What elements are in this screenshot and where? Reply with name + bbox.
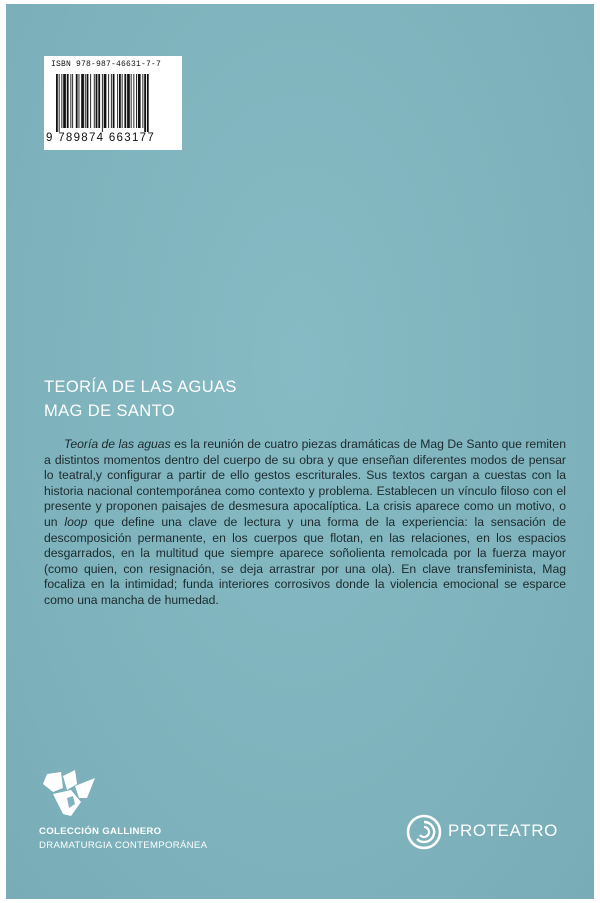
barcode-bar (90, 74, 91, 128)
book-author: MAG DE SANTO (44, 402, 176, 420)
publisher-name: PROTEATRO (448, 821, 558, 840)
barcode-bar (61, 74, 62, 128)
barcode-bar (131, 74, 132, 128)
barcode-bar (102, 74, 103, 132)
barcode-bar (147, 74, 149, 132)
barcode-bar (124, 74, 126, 128)
barcode-bar (76, 74, 78, 128)
barcode-bar (108, 74, 109, 128)
barcode-bar (111, 74, 112, 128)
barcode-digits: 9 789874 663177 (46, 132, 156, 144)
barcode-bar (85, 74, 86, 128)
barcode-bar (94, 74, 95, 128)
blurb-text-part1: es la reunión de cuatro piezas dramáticas de Mag De Santo que remiten a distintos momentos dentro del cuerpo de su obra y que enseñan diferentes modos de pensar lo teatral,y configurar a partir de ello gestos escriturales. Sus textos cargan a cuestas con la historia nacional contemporánea como contexto y problema. Establecen un vínculo filoso con el presente y proponen paisajes de desmesura apocalíptica. La crisis aparece como un motivo, o un (44, 437, 566, 529)
barcode-bar (104, 74, 107, 128)
blurb-text-part2: que define una clave de lectura y una forma de la experiencia: la sensación de descomposición permanente, en los cuerpos que flotan, en las relaciones, en los espacios desgarrados, en la multitud que siempre aparece soñolienta remolcada por la fuerza mayor (como quien, con resignación, se deja arrastrar por una ola). En clave transfeminista, Mag focaliza en la intimidad; funda interiores corrosivos donde la violencia emocional se esparce como una mancha de humedad. (44, 514, 566, 607)
barcode-bar (119, 74, 121, 128)
isbn-label: ISBN 978-987-46631-7-7 (51, 60, 162, 69)
book-title: TEORÍA DE LAS AGUAS (44, 378, 237, 396)
barcode-bar (70, 74, 71, 128)
barcode-bar (96, 74, 98, 128)
back-cover (6, 4, 594, 899)
barcode-bar (127, 74, 130, 128)
blurb-title-italic: Teoría de las aguas (64, 437, 171, 451)
barcode-bar (138, 74, 141, 128)
barcode-bar (59, 74, 60, 132)
barcode-bar (122, 74, 123, 128)
blurb-loop-italic: loop (64, 514, 88, 529)
barcode-bar (117, 74, 118, 128)
barcode-bar (63, 74, 66, 128)
barcode-bar (79, 74, 80, 128)
barcode-bar (136, 74, 137, 128)
collection-name: COLECCIÓN GALLINERO (39, 826, 162, 837)
barcode-bar (72, 74, 73, 128)
gallinero-logo-icon (41, 768, 97, 818)
collection-subtitle: DRAMATURGIA CONTEMPORÁNEA (39, 840, 208, 851)
proteatro-logo-icon (405, 813, 443, 851)
blurb-paragraph (44, 437, 566, 609)
barcode-bar (98, 74, 100, 128)
barcode-bar (81, 74, 84, 128)
isbn-barcode (44, 56, 182, 150)
barcode-bar (67, 74, 69, 128)
barcode-bar (144, 74, 146, 132)
barcode-bar (133, 74, 134, 128)
barcode-bar (142, 74, 143, 128)
barcode-bar (87, 74, 89, 128)
barcode-bar (113, 74, 115, 128)
barcode-bar (56, 74, 58, 132)
barcode-bars (56, 74, 174, 132)
